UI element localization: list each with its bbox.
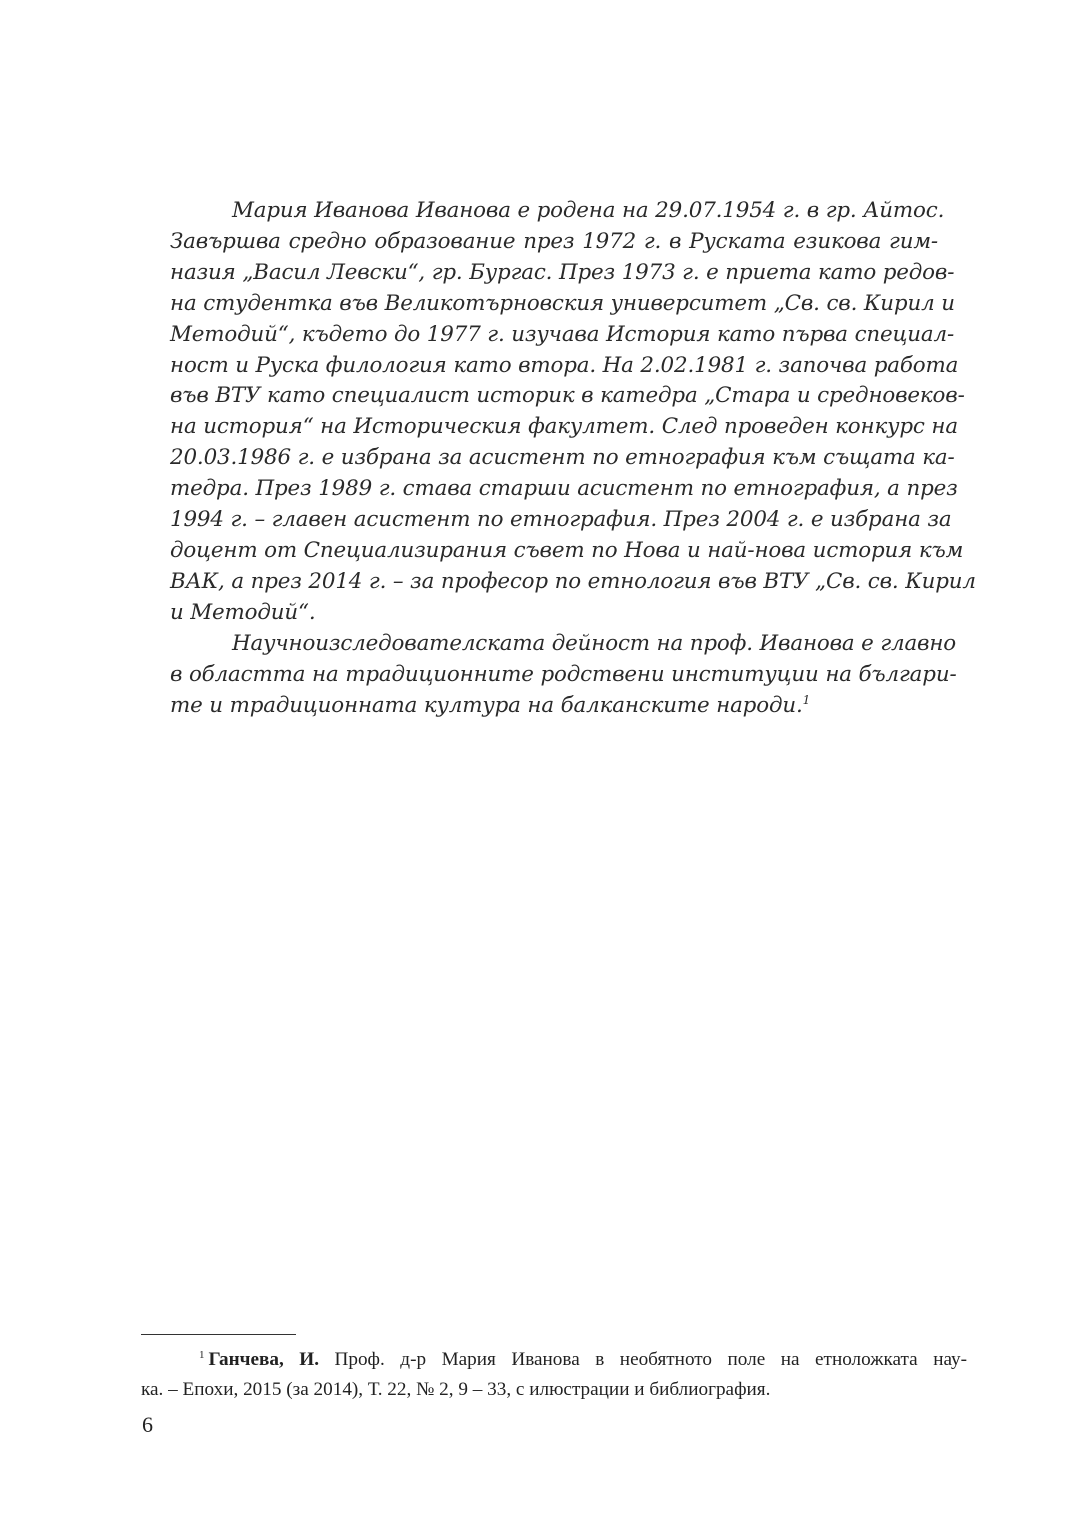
text-line: във ВТУ като специалист историк в катедра „Стара и средновеков- <box>170 383 965 409</box>
text-line: на история“ на Историческия факултет. След проведен конкурс на <box>170 414 958 440</box>
text-line-content: те и традиционната култура на балканските народи. <box>170 692 803 718</box>
footnote-line: ка. – Епохи, 2015 (за 2014), Т. 22, № 2, 9 – 33, с илюстрации и библиография. <box>141 1379 771 1400</box>
text-line: назия „Васил Левски“, гр. Бургас. През 1973 г. е приета като редов- <box>170 259 955 285</box>
paragraph-biography <box>170 196 976 629</box>
footnote-reference[interactable]: 1 <box>802 692 811 707</box>
footnote-line <box>141 1345 967 1375</box>
text-line: 1994 г. – главен асистент по етнография. През 2004 г. е избрана за <box>170 507 952 533</box>
text-line: в областта на традиционните родствени институции на българи- <box>170 661 957 687</box>
text-line: и Методий“. <box>170 599 316 625</box>
text-line: 20.03.1986 г. е избрана за асистент по етнография към същата ка- <box>170 445 955 471</box>
text-line: ност и Руска филология като втора. На 2.02.1981 г. започва работа <box>170 352 959 378</box>
main-text <box>170 196 976 721</box>
footnote <box>141 1345 967 1405</box>
page-number: 6 <box>142 1412 153 1437</box>
text-line: на студентка във Великотърновския университет „Св. св. Кирил и <box>170 290 955 316</box>
text-line: тедра. През 1989 г. става старши асистент по етнография, а през <box>170 476 958 502</box>
text-line: Завършва средно образование през 1972 г. в Руската езикова гим- <box>170 228 938 254</box>
text-line: ВАК, а през 2014 г. – за професор по етнология във ВТУ „Св. св. Кирил <box>170 568 976 594</box>
footnote-separator <box>141 1334 296 1335</box>
text-line-with-footnote <box>170 691 938 722</box>
footnote-title: Проф. д-р Мария Иванова в необятното поле на етноложката нау- <box>319 1349 967 1370</box>
footnote-number: 1 <box>199 1348 205 1361</box>
text-line: Научноизследователската дейност на проф. Иванова е главно <box>232 630 957 656</box>
text-line: Мария Иванова Иванова е родена на 29.07.1954 г. в гр. Айтос. <box>232 198 945 223</box>
paragraph-research <box>170 629 957 722</box>
footnote-author: Ганчева, И. <box>208 1349 319 1370</box>
text-line: Методий“, където до 1977 г. изучава История като първа специал- <box>170 321 955 347</box>
text-line: доцент от Специализирания съвет по Нова и най-нова история към <box>170 537 964 563</box>
